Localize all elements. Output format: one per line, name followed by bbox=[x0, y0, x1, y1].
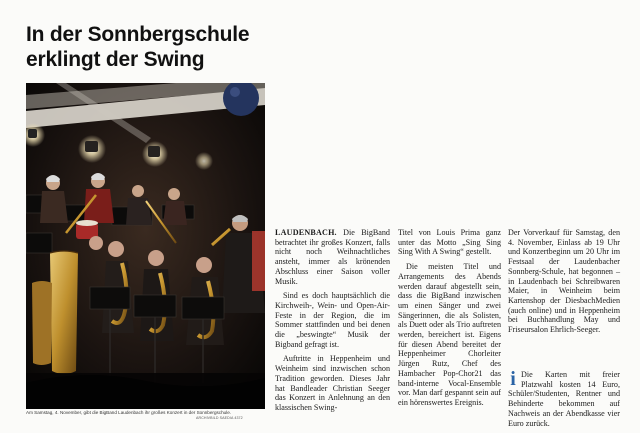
dateline: LAUDENBACH. bbox=[275, 228, 337, 237]
paragraph bbox=[275, 228, 390, 286]
ticket-info-text: Die Karten mit freier Platzwahl kosten 14 Euro, Schüler/Studenten, Rentner und Behinderte bekommen auf Nachweis an der Abendkasse vier Euro zurück. bbox=[508, 370, 620, 428]
paragraph: Titel von Louis Prima ganz unter das Motto „Sing Sing Sing With A Swing“ gestellt. bbox=[398, 228, 501, 257]
paragraph: Der Vorverkauf für Samstag, den 4. November, Einlass ab 19 Uhr und Konzertbeginn um 20 Uhr im Festsaal der Laudenbacher Sonnberg-Schule, hat begonnen – in Laudenbach bei Schreibwaren Maier, in Weinheim beim Kartenshop der DiesbachMedien (auch online) und in Heppenheim bei Buchhandlung May und Friseursalon Ehrlich-Seeger. bbox=[508, 228, 620, 335]
paragraph: Auftritte in Heppenheim und Weinheim sind inzwischen schon Tradition geworden. Dieses Jahr hat Bandleader Christian Seeger das Konzert in Anlehnung an den klassischen Swing- bbox=[275, 354, 390, 412]
article-column-3 bbox=[508, 228, 620, 340]
paragraph-text: Die BigBand betrachtet ihr großes Konzert, falls nicht noch Weihnachtliches ansteht, immer als krönenden Abschluss einer Saison voller Musik. bbox=[275, 228, 390, 286]
photo-credit: ARCHIVBILD SAEDIA 4372 bbox=[196, 416, 243, 420]
photo-caption: Am Samstag, 4. November, gibt die BigBand Laudenbach ihr großes Konzert in der Sonnbergschule. bbox=[26, 410, 232, 415]
info-icon: i bbox=[510, 368, 516, 390]
paragraph: Sind es doch hauptsächlich die Kirchweih-, Wein- und Open-Air-Feste in der Region, die im Sommer stattfinden und bei denen die „beswingte“ Musik der Bigband gefragt ist. bbox=[275, 291, 390, 349]
headline-line-2: erklingt der Swing bbox=[26, 48, 205, 71]
headline bbox=[26, 22, 326, 72]
headline-line-1: In der Sonnbergschule bbox=[26, 23, 250, 46]
article-column-2 bbox=[398, 228, 501, 413]
ticket-info-box bbox=[508, 370, 620, 428]
paragraph: Die meisten Titel und Arrangements des Abends werden darauf abgestellt sein, dass die BigBand inzwischen um einen Sänger und zwei Sängerinnen, die als Solisten, als Duett oder als Trio auftreten werden, bereichert ist. Eigens für diesen Abend bereitet der Heppenheimer Chorleiter Jürgen Rutz, Chef des Hambacher Pop-Chor21 das band-interne Vocal-Ensemble vor. Man darf gespannt sein auf ein hörenswertes Ereignis. bbox=[398, 262, 501, 407]
article-column-1 bbox=[275, 228, 390, 418]
bigband-concert-photo bbox=[26, 83, 265, 409]
